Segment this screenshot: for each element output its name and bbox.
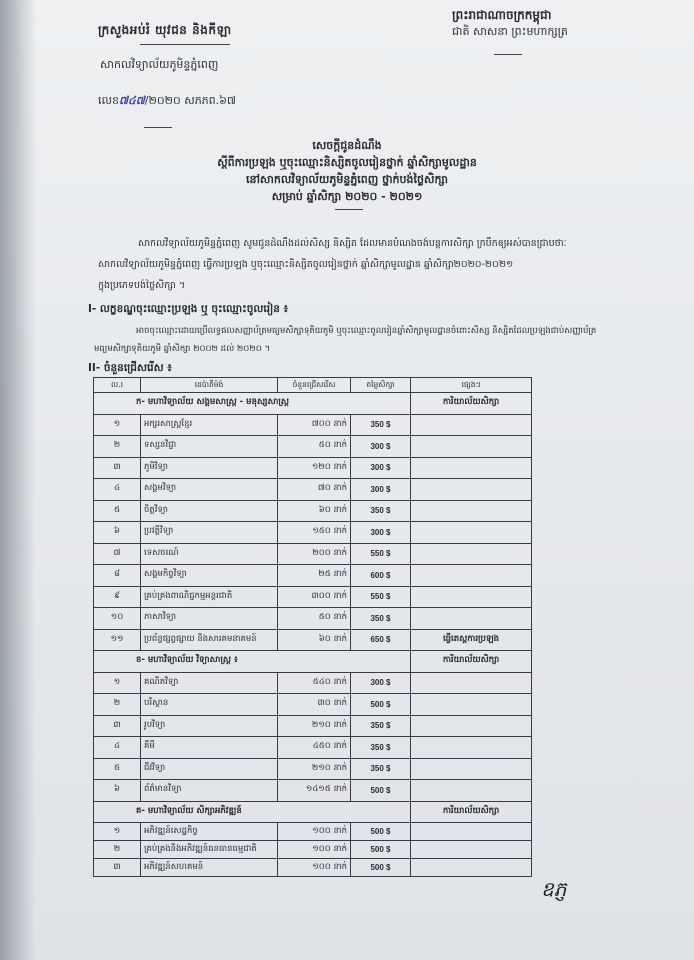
- table-row: [94, 500, 532, 522]
- faculty-development-studies: គ- មហាវិទ្យាល័យ សិក្សាអភិវឌ្ឍន៍: [94, 801, 411, 823]
- seat-count: ២១០ នាក់: [278, 715, 351, 737]
- department-name: គណិតវិទ្យា: [141, 672, 278, 694]
- row-number: ១: [94, 823, 141, 841]
- department-name: ចិត្តវិទ្យា: [141, 500, 278, 522]
- row-note: [411, 565, 532, 587]
- seat-count: ៦០ នាក់: [278, 629, 351, 651]
- tuition-fee: 300 $: [351, 457, 411, 479]
- row-number: ៤: [94, 479, 141, 501]
- tuition-fee: 500 $: [351, 780, 411, 802]
- row-note: [411, 694, 532, 716]
- faculty-1-rows: [94, 414, 532, 651]
- row-note: [411, 841, 532, 859]
- row-note: [411, 859, 532, 877]
- faculty-3-rows: [94, 823, 532, 877]
- table-row: [94, 715, 532, 737]
- seat-count: ១០០ នាក់: [278, 841, 351, 859]
- seat-count: ២១០ នាក់: [278, 758, 351, 780]
- row-note: [411, 608, 532, 630]
- tuition-fee: 600 $: [351, 565, 411, 587]
- seat-count: ១០០ នាក់: [278, 859, 351, 877]
- department-name: អភិវឌ្ឍន៍សហគមន៍: [141, 859, 278, 877]
- department-name: ទេសចរណ៍: [141, 543, 278, 565]
- row-number: ៣: [94, 457, 141, 479]
- section-1-line-1: អាចចុះឈ្មោះដោយប្រើលទ្ធផលសញ្ញាប័ត្រមធ្យមសិក្សាទុតិយភូមិ ឬចុះឈ្មោះចូលរៀនឆ្នាំសិក្សាមូលដ្ឋានចំពោះសិស្ស និស្សិតដែលប្រឡងជាប់សញ្ញាប័ត្រ: [136, 326, 597, 336]
- department-name: រូបវិទ្យា: [141, 715, 278, 737]
- intro-line-2: សាកលវិទ្យាល័យភូមិន្ទភ្នំពេញ ធ្វើការប្រឡង ឬចុះឈ្មោះនិស្សិតចូលរៀនថ្នាក់ ឆ្នាំសិក្សាមូលដ្ឋាន ឆ្នាំសិក្សា២០២០-២០២១: [98, 259, 514, 270]
- tuition-fee: 300 $: [351, 672, 411, 694]
- row-note: [411, 500, 532, 522]
- notice-subject: ស្តីពីការប្រឡង ឬចុះឈ្មោះនិស្សិតចូលរៀនថ្នាក់ ឆ្នាំសិក្សាមូលដ្ឋាន: [217, 156, 477, 169]
- table-row: [94, 780, 532, 802]
- academic-year: សម្រាប់ ឆ្នាំសិក្សា ២០២០ - ២០២១: [271, 190, 423, 203]
- row-note: [411, 522, 532, 544]
- department-name: គ្រប់គ្រងពាណិជ្ជកម្មអន្តរជាតិ: [141, 586, 278, 608]
- faculty-social-sciences: ក- មហាវិទ្យាល័យ សង្គមសាស្ត្រ - មនុស្សសាស្ត្រ: [94, 393, 411, 415]
- seat-count: ១២០ នាក់: [278, 457, 351, 479]
- table-row: [94, 586, 532, 608]
- seat-count: ៧០ នាក់: [278, 479, 351, 501]
- department-name: គ្រប់គ្រងនិងអភិវឌ្ឍន៍ធនធានធម្មជាតិ: [141, 841, 278, 859]
- col-header-fee: តម្លៃសិក្សា: [351, 378, 411, 393]
- table-header-row: [94, 378, 532, 393]
- department-name: អក្សរសាស្ត្រខ្មែរ: [141, 414, 278, 436]
- ref-suffix: /២០២០ សភភព.៦៧: [144, 94, 236, 107]
- divider: [335, 209, 363, 210]
- row-note: [411, 672, 532, 694]
- row-number: ៣: [94, 859, 141, 877]
- row-number: ២: [94, 841, 141, 859]
- tuition-fee: 350 $: [351, 758, 411, 780]
- divider: [494, 54, 522, 55]
- notice-subject-2: នៅសាកលវិទ្យាល័យភូមិន្ទភ្នំពេញ ថ្នាក់បង់ថ្លៃសិក្សា: [245, 173, 449, 186]
- row-note: [411, 758, 532, 780]
- table-row: [94, 629, 532, 651]
- table-row: [94, 859, 532, 877]
- row-number: ១០: [94, 608, 141, 630]
- faculty-note: ការិយាល័យសិក្សា: [411, 393, 532, 415]
- faculty-2-rows: [94, 672, 532, 801]
- department-name: សង្គមកិច្ចវិទ្យា: [141, 565, 278, 587]
- department-name: ទស្សនវិជ្ជា: [141, 436, 278, 458]
- seat-count: ២៥ នាក់: [278, 565, 351, 587]
- row-number: ៩: [94, 586, 141, 608]
- table-row: [94, 823, 532, 841]
- table-row: [94, 522, 532, 544]
- seat-count: ២០០ នាក់: [278, 543, 351, 565]
- tuition-fee: 500 $: [351, 859, 411, 877]
- tuition-fee: 300 $: [351, 522, 411, 544]
- divider: [140, 44, 230, 45]
- tuition-fee: 350 $: [351, 414, 411, 436]
- university-name: សាកលវិទ្យាល័យភូមិន្ទភ្នំពេញ: [100, 58, 219, 71]
- intro-line-1: សាកលវិទ្យាល័យភូមិន្ទភ្នំពេញ សូមជូនដំណឹងដល់សិស្ស និស្សិត ដែលមានបំណងចង់បន្តការសិក្សា ក្របឹកឲ្យអស់បានជ្រាបថាៈ: [138, 238, 567, 249]
- ref-prefix: លេខ: [98, 94, 119, 107]
- department-name: បរិស្ថាន: [141, 694, 278, 716]
- table-row: [94, 565, 532, 587]
- row-number: ១១: [94, 629, 141, 651]
- row-note: [411, 436, 532, 458]
- col-header-note: ផ្សេងៗ: [411, 378, 532, 393]
- reference-number: [98, 94, 236, 110]
- row-note: [411, 823, 532, 841]
- row-number: ៥: [94, 758, 141, 780]
- row-number: ៤: [94, 737, 141, 759]
- row-note: ធ្វើតេស្តការប្រឡង: [411, 629, 532, 651]
- faculty-row: [94, 801, 532, 823]
- table-row: [94, 694, 532, 716]
- tuition-fee: 500 $: [351, 694, 411, 716]
- department-name: អភិវឌ្ឍន៍សេដ្ឋកិច្ច: [141, 823, 278, 841]
- row-number: ៣: [94, 715, 141, 737]
- table-row: [94, 672, 532, 694]
- row-note: [411, 586, 532, 608]
- row-number: ៧: [94, 543, 141, 565]
- row-note: [411, 543, 532, 565]
- faculty-row: [94, 393, 532, 415]
- notice-title: សេចក្តីជូនដំណឹង: [312, 139, 382, 152]
- seat-count: ១០០ នាក់: [278, 823, 351, 841]
- admission-table: [93, 377, 532, 877]
- table-row: [94, 841, 532, 859]
- table-row: [94, 737, 532, 759]
- row-number: ៦: [94, 780, 141, 802]
- intro-line-3: ក្នុងប្រភេទបង់ថ្លៃសិក្សា ។: [98, 280, 186, 291]
- department-name: ប្រព័ន្ធផ្សព្វផ្សាយ និងសារគមនាគមន៍: [141, 629, 278, 651]
- department-name: សង្គមវិទ្យា: [141, 479, 278, 501]
- row-number: ២: [94, 436, 141, 458]
- col-header-no: ល.រ: [94, 378, 141, 393]
- department-name: ព័ត៌មានវិទ្យា: [141, 780, 278, 802]
- tuition-fee: 550 $: [351, 543, 411, 565]
- department-name: គីមី: [141, 737, 278, 759]
- department-name: ប្រវត្តិវិទ្យា: [141, 522, 278, 544]
- tuition-fee: 550 $: [351, 586, 411, 608]
- national-motto: ជាតិ សាសនា ព្រះមហាក្សត្រ: [452, 25, 568, 38]
- ministry-name: ក្រសួងអប់រំ យុវជន និងកីឡា: [98, 23, 232, 37]
- tuition-fee: 300 $: [351, 436, 411, 458]
- tuition-fee: 350 $: [351, 715, 411, 737]
- section-1-line-2: មធ្យមសិក្សាទុតិយភូមិ ឆ្នាំសិក្សា ២០០២ ដល់ ២០២០ ។: [94, 344, 271, 354]
- row-note: [411, 414, 532, 436]
- table-row: [94, 479, 532, 501]
- row-number: ១: [94, 414, 141, 436]
- signature-initials: ឧភ្ញ: [541, 877, 567, 901]
- department-name: ភាសាវិទ្យា: [141, 608, 278, 630]
- kingdom-name: ព្រះរាជាណាចក្រកម្ពុជា: [452, 8, 552, 22]
- seat-count: ៦០ នាក់: [278, 500, 351, 522]
- faculty-science: ខ- មហាវិទ្យាល័យ វិទ្យាសាស្ត្រ ៖: [94, 651, 411, 673]
- seat-count: ៥០ នាក់: [278, 608, 351, 630]
- tuition-fee: 500 $: [351, 823, 411, 841]
- faculty-note: ការិយាល័យសិក្សា: [411, 801, 532, 823]
- ref-handwritten-number: ៧៤៧: [118, 94, 145, 107]
- seat-count: ៣០០ នាក់: [278, 586, 351, 608]
- row-number: ៥: [94, 500, 141, 522]
- table-row: [94, 543, 532, 565]
- col-header-department: ដេប៉ាតឺម៉ង់: [141, 378, 278, 393]
- tuition-fee: 300 $: [351, 479, 411, 501]
- table-row: [94, 758, 532, 780]
- seat-count: ៣០ នាក់: [278, 694, 351, 716]
- table-row: [94, 608, 532, 630]
- department-name: ភូមិវិទ្យា: [141, 457, 278, 479]
- row-number: ៦: [94, 522, 141, 544]
- tuition-fee: 650 $: [351, 629, 411, 651]
- seat-count: ៥០ នាក់: [278, 436, 351, 458]
- row-number: ២: [94, 694, 141, 716]
- col-header-count: ចំនួនជ្រើសរើស: [278, 378, 351, 393]
- row-note: [411, 457, 532, 479]
- row-note: [411, 780, 532, 802]
- table-row: [94, 436, 532, 458]
- seat-count: ៤៥០ នាក់: [278, 737, 351, 759]
- table-row: [94, 414, 532, 436]
- seat-count: ៥៤០ នាក់: [278, 672, 351, 694]
- seat-count: ៧០០ នាក់: [278, 414, 351, 436]
- row-note: [411, 479, 532, 501]
- row-note: [411, 715, 532, 737]
- section-2-heading: II- ចំនួនជ្រើសរើស ៖: [88, 362, 172, 374]
- faculty-note: ការិយាល័យសិក្សា: [411, 651, 532, 673]
- tuition-fee: 500 $: [351, 841, 411, 859]
- seat-count: ១៥០ នាក់: [278, 522, 351, 544]
- row-note: [411, 737, 532, 759]
- section-1-heading: I- លក្ខខណ្ឌចុះឈ្មោះប្រឡង ឬ ចុះឈ្មោះចូលរៀន ៖: [88, 303, 289, 315]
- faculty-row: [94, 651, 532, 673]
- divider: [144, 127, 172, 128]
- table-row: [94, 457, 532, 479]
- row-number: ១: [94, 672, 141, 694]
- tuition-fee: 350 $: [351, 500, 411, 522]
- department-name: ជីវវិទ្យា: [141, 758, 278, 780]
- seat-count: ១៤១៥ នាក់: [278, 780, 351, 802]
- tuition-fee: 350 $: [351, 737, 411, 759]
- row-number: ៨: [94, 565, 141, 587]
- tuition-fee: 350 $: [351, 608, 411, 630]
